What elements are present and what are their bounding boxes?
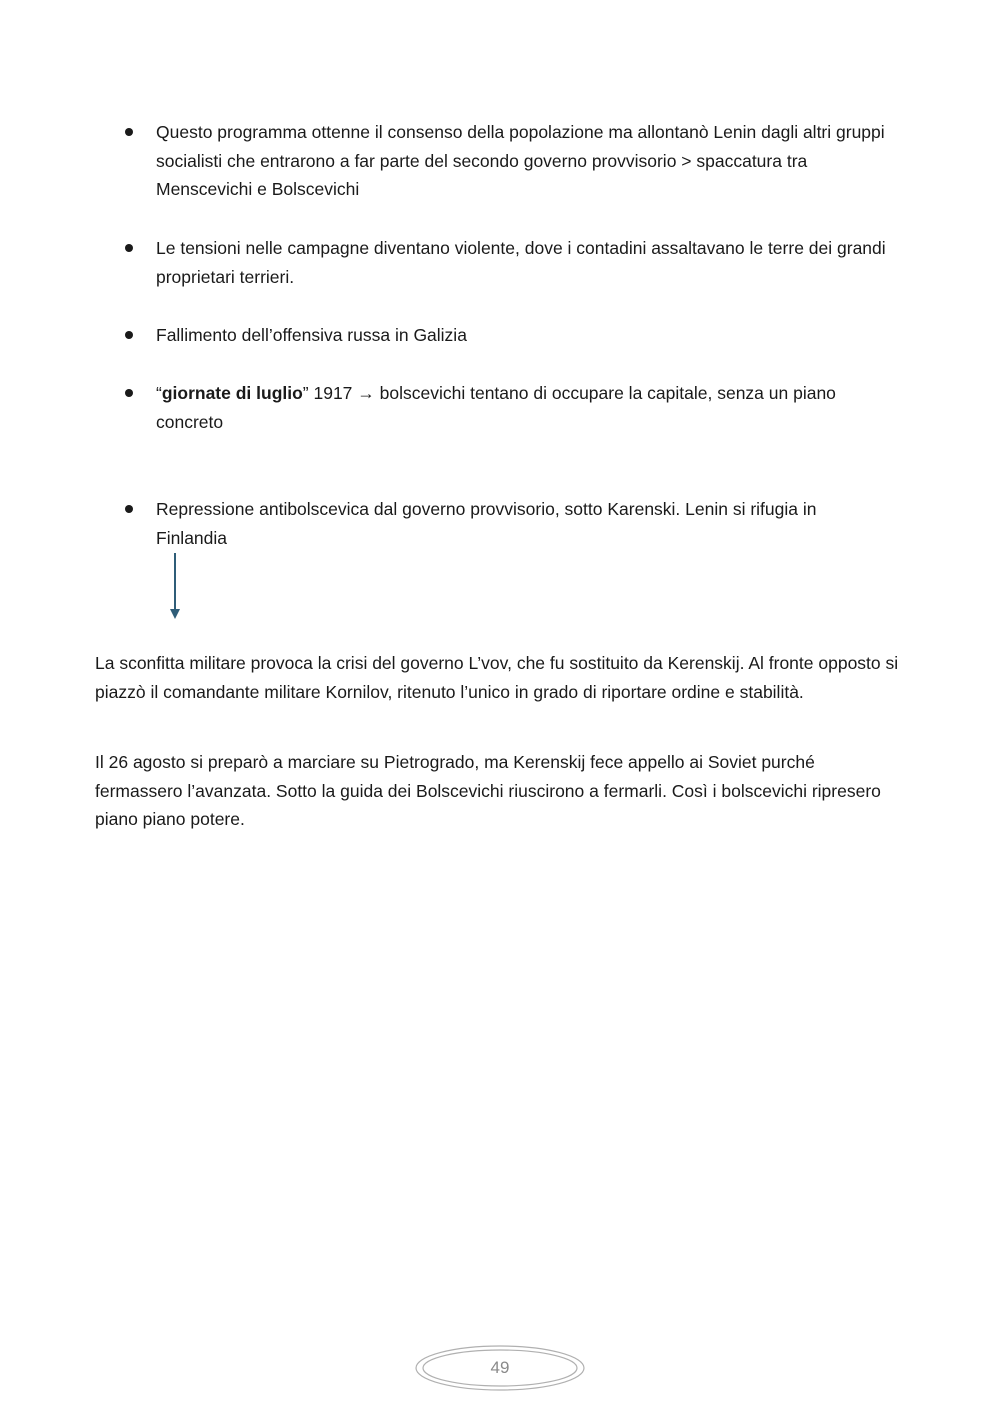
list-item-quote-open: “ xyxy=(156,383,162,403)
body-paragraph: La sconfitta militare provoca la crisi del governo L’vov, che fu sostituito da Kerenskij. Al fronte opposto si piazzò il comandante militare Kornilov, ritenuto l’unico in grado di riportare ordine e stabilità. xyxy=(95,653,899,702)
list-item xyxy=(156,321,891,350)
list-item-bold-text: giornate di luglio xyxy=(161,383,303,403)
down-arrow-icon xyxy=(170,609,180,619)
list-item-text: ” 1917 → bolscevichi tentano di occupare la capitale, senza un piano concreto xyxy=(156,383,836,432)
bullet-dot-icon xyxy=(125,128,133,136)
list-item-text: Repressione antibolscevica dal governo provvisorio, sotto Karenski. Lenin si rifugia in Finlandia xyxy=(156,499,817,548)
bullet-dot-icon xyxy=(125,505,133,513)
bullet-dot-icon xyxy=(125,244,133,252)
list-item-text: Questo programma ottenne il consenso della popolazione ma allontanò Lenin dagli altri gruppi socialisti che entrarono a far parte del secondo governo provvisorio > spaccatura tra Menscevichi e Bolscevichi xyxy=(156,122,885,199)
list-item xyxy=(156,118,891,204)
bullet-dot-icon xyxy=(125,331,133,339)
body-paragraph: Il 26 agosto si preparò a marciare su Pietrogrado, ma Kerenskij fece appello ai Soviet purché fermassero l’avanzata. Sotto la guida dei Bolscevichi riuscirono a fermarli. Così i bolscevichi ripresero piano piano potere. xyxy=(95,752,881,829)
list-item xyxy=(156,495,891,552)
page-number: 49 xyxy=(490,1358,510,1377)
bullet-dot-icon xyxy=(125,389,133,397)
list-item xyxy=(156,379,891,436)
list-item xyxy=(156,234,891,291)
list-item-text: Fallimento dell’offensiva russa in Galizia xyxy=(156,325,467,345)
list-item-text: Le tensioni nelle campagne diventano violente, dove i contadini assaltavano le terre dei grandi proprietari terrieri. xyxy=(156,238,886,287)
down-arrow-line xyxy=(174,553,176,611)
page-number-badge xyxy=(414,1343,586,1393)
